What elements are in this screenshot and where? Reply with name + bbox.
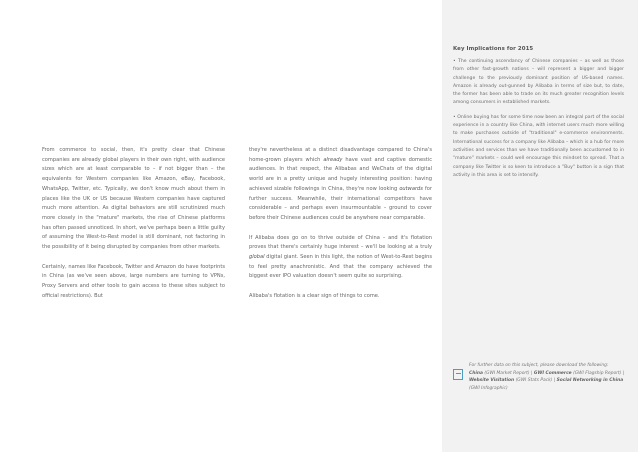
further-data-lead: For further data on this subject, please download the following: (469, 363, 609, 368)
paragraph: they're nevertheless at a distinct disadvantage compared to China's home-grown players which already have vast and captive domestic audiences. In that respect, the Alibabas and WeChats of the digital world are in a pretty unique and hugely interesting position: having achieved sizable followings in China, they're now looking outwards for further success. Meanwhile, their international competitors have considerable – and perhaps even insurmountable – ground to cover before their Chinese audiences could be anywhere near comparable. (249, 147, 432, 221)
paragraph: From commerce to social, then, it's pretty clear that Chinese companies are already global players in their own right, with audience sizes which are at least comparable to – if not bigger than – the equivalents for Western companies like Amazon, eBay, Facebook, WhatsApp, Twitter, etc. Typically, we don't know much about them in places like the UK or US because Western companies have captured much more attention. As digital behaviors are still scrutinized much more closely in the "mature" markets, the rise of Chinese platforms has often passed unnoticed. In short, we've perhaps been a little guilty of assuming the West-to-Rest model is still dominant, not factoring in the possibility of it being disrupted by companies from other markets. (42, 147, 225, 251)
report-link-china[interactable]: China (GWI Market Report) (469, 370, 530, 376)
body-column-left (42, 146, 225, 312)
further-data-text: For further data on this subject, please download the following: China (GWI Market Report) | GWI Commerce (GWI Flagship Report) | Website Visitation (GWI Stats Pack) | Social Networking in China (GWI Infographic) (469, 362, 633, 392)
body-column-right (249, 146, 432, 312)
further-data-note (453, 362, 633, 392)
key-implications-panel (442, 0, 638, 452)
paragraph: If Alibaba does go on to thrive outside of China – and it's flotation proves that there's certainly huge interest – we'll be looking at a truly global digital giant. Seen in this light, the notion of West-to-Rest begins to feel pretty anachronistic. And that the company achieved the biggest ever IPO valuation doesn't seem quite so surprising. (249, 234, 432, 280)
implication-bullet: • The continuing ascendancy of Chinese companies – as well as those from other fast-growth nations – will represent a bigger and bigger challenge to the previously dominant position of US-based names. Amazon is already out-gunned by Alibaba in terms of size but, to date, the former has been able to trade on its much greater recognition levels among consumers in established markets. (453, 59, 624, 106)
book-icon (453, 369, 463, 380)
paragraph: Certainly, names like Facebook, Twitter and Amazon do have footprints in China (as we've seen above, large numbers are turning to VPNs, Proxy Servers and other tools to gain access to these sites subject to official restrictions). But (42, 263, 225, 299)
implication-bullet: • Online buying has for some time now been an integral part of the social experience in a country like China, with internet users much more willing to make purchases outside of "traditional" e-commerce environments. International success for a company like Alibaba – which is a hub for more activities and services than we have traditionally been accustomed to in "mature" markets – could well encourage this mindset to spread. That a company like Twitter is so keen to introduce a "Buy" button is a sign that activity in this area is set to intensify. (453, 114, 624, 178)
paragraph: Alibaba's flotation is a clear sign of things to come. (249, 293, 380, 300)
report-link-website-visitation[interactable]: Website Visitation (GWI Stats Pack) (469, 378, 553, 384)
report-link-social-networking[interactable]: Social Networking in China (GWI Infographic) (469, 378, 624, 391)
report-link-gwi-commerce[interactable]: GWI Commerce (GWI Flagship Report) (533, 370, 622, 376)
panel-heading: Key Implications for 2015 (453, 46, 534, 52)
